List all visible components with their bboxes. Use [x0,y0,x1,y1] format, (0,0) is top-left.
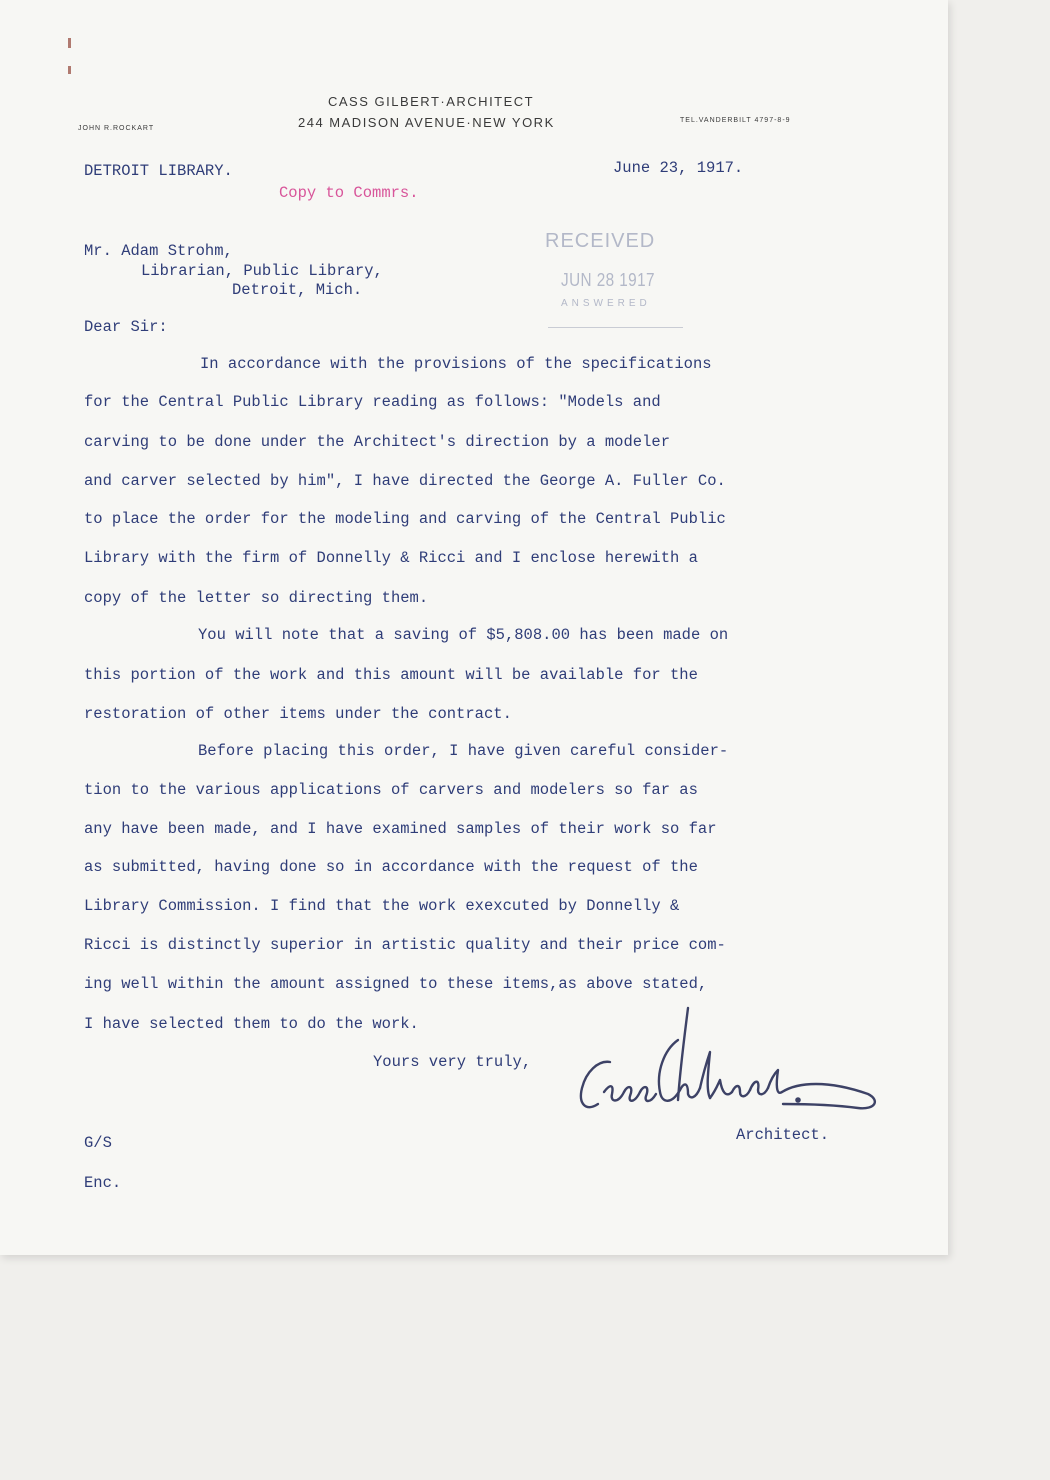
body-line: You will note that a saving of $5,808.00 has been made on [198,626,729,644]
letterhead-address: 244 MADISON AVENUE·NEW YORK [298,115,555,130]
body-line: this portion of the work and this amount will be available for the [84,666,698,684]
body-line: Library Commission. I find that the work exexcuted by Donnelly & [84,897,680,915]
recipient-name: Mr. Adam Strohm, [84,242,233,260]
stamp-date: JUN 28 1917 [561,270,655,290]
signer-title: Architect. [736,1126,830,1144]
body-line: Library with the firm of Donnelly & Ricci and I enclose herewith a [84,549,698,567]
stamp-received: RECEIVED [545,230,656,252]
stamp-answered: ANSWERED [561,298,651,309]
body-line: In accordance with the provisions of the specifications [200,355,712,373]
body-line: carving to be done under the Architect's direction by a modeler [84,433,670,451]
stamp-line [548,327,683,328]
body-line: Before placing this order, I have given careful consider- [198,742,729,760]
letterhead-title: CASS GILBERT·ARCHITECT [328,94,535,109]
received-stamp [545,228,695,328]
recipient-title: Librarian, Public Library, [141,262,383,280]
body-line: Ricci is distinctly superior in artistic quality and their price com- [84,936,726,954]
body-line: as submitted, having done so in accordance with the request of the [84,858,698,876]
letter-date: June 23, 1917. [613,159,744,177]
letterhead-left-name: JOHN R.ROCKART [78,125,155,132]
body-line: for the Central Public Library reading as follows: "Models and [84,393,661,411]
body-line: copy of the letter so directing them. [84,589,429,607]
body-line: I have selected them to do the work. [84,1015,419,1033]
copy-note: Copy to Commrs. [279,184,419,202]
body-line: tion to the various applications of carvers and modelers so far as [84,781,698,799]
body-line: restoration of other items under the contract. [84,705,512,723]
edge-mark [68,66,71,74]
body-line: ing well within the amount assigned to these items,as above stated, [84,975,708,993]
typist-initials: G/S [84,1134,112,1152]
closing: Yours very truly, [373,1053,532,1071]
signature-image [568,1000,888,1130]
letterhead-telephone: TEL.VANDERBILT 4797-8-9 [680,117,791,124]
body-line: to place the order for the modeling and carving of the Central Public [84,510,726,528]
edge-mark [68,38,71,48]
body-line: and carver selected by him", I have directed the George A. Fuller Co. [84,472,726,490]
salutation: Dear Sir: [84,318,168,336]
recipient-city: Detroit, Mich. [232,281,363,299]
body-line: any have been made, and I have examined samples of their work so far [84,820,717,838]
enclosure-note: Enc. [84,1174,122,1192]
reference-line: DETROIT LIBRARY. [84,162,233,180]
